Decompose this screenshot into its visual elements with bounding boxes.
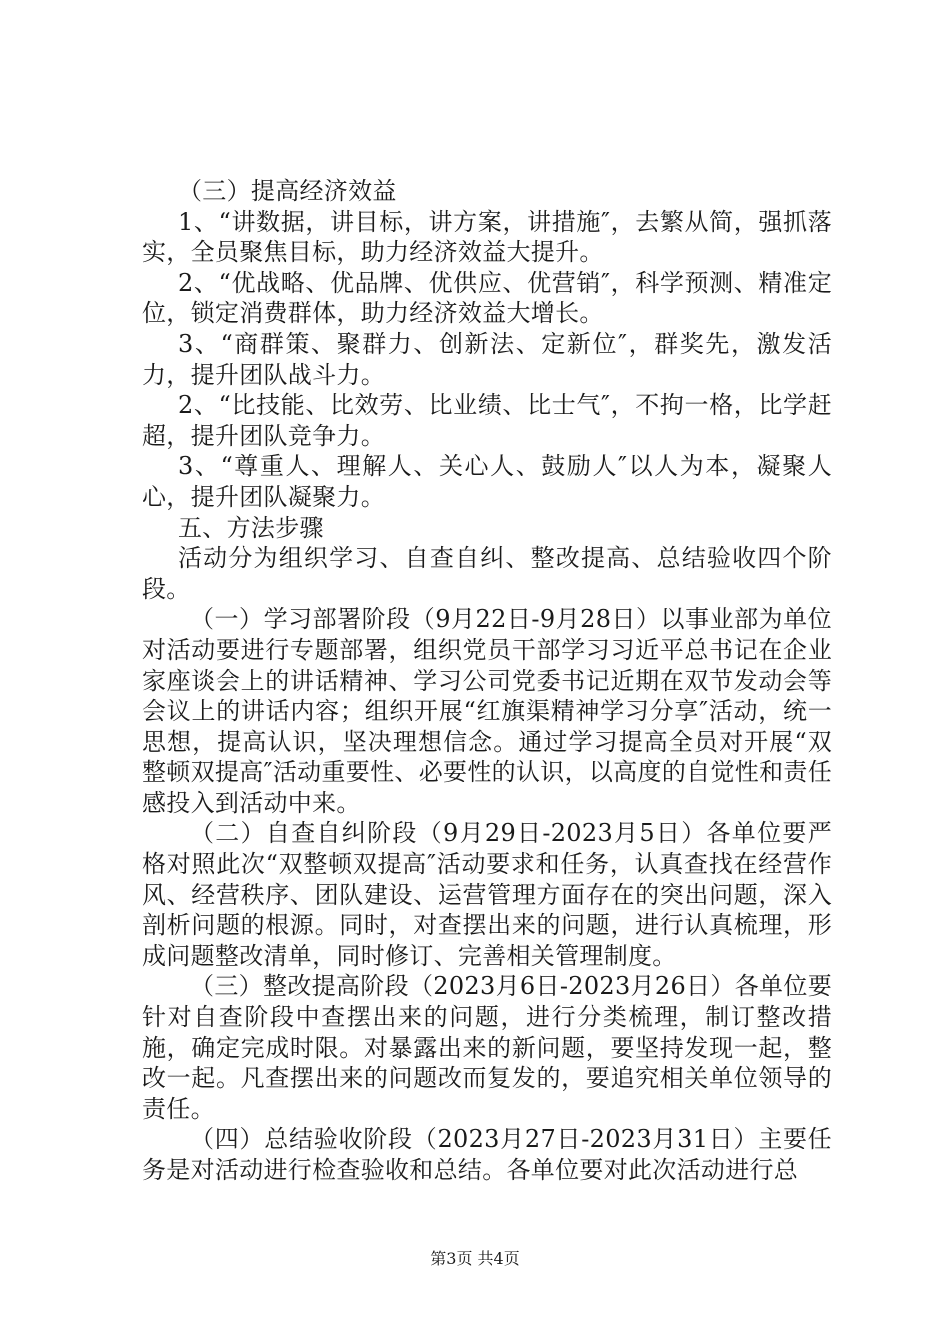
document-body	[142, 176, 832, 1186]
section-heading-method-steps: 五、方法步骤	[178, 513, 324, 542]
list-item: 2、“比技能、比效劳、比业绩、比士气″，不拘一格，比学赶超，提升团队竞争力。	[142, 391, 832, 450]
list-item: 3、“商群策、聚群力、创新法、定新位″，群奖先，激发活力，提升团队战斗力。	[142, 329, 832, 389]
paragraph: 活动分为组织学习、自查自纠、整改提高、总结验收四个阶段。	[142, 544, 832, 603]
page-number-footer: 第3页 共4页	[430, 1249, 520, 1268]
paragraph: （一）学习部署阶段（9月22日-9月28日）以事业部为单位对活动要进行专题部署，组织党员干部学习习近平总书记在企业家座谈会上的讲话精神、学习公司党委书记近期在双节发动会等会议上的讲话内容；组织开展“红旗渠精神学习分享″活动，统一思想，提高认识，坚决理想信念。通过学习提高全员对开展“双整顿双提高″活动重要性、必要性的认识，以高度的自觉性和责任感投入到活动中来。	[142, 605, 832, 817]
list-item: 3、“尊重人、理解人、关心人、鼓励人″以人为本，凝聚人心，提升团队凝聚力。	[142, 452, 832, 511]
list-item: 1、“讲数据，讲目标，讲方案，讲措施″，去繁从简，强抓落实，全员聚焦目标，助力经济效益大提升。	[142, 207, 832, 267]
list-item: 2、“优战略、优品牌、优供应、优营销″，科学预测、精准定位，锁定消费群体，助力经济效益大增长。	[142, 268, 832, 328]
paragraph: （四）总结验收阶段（2023月27日-2023月31日）主要任务是对活动进行检查验收和总结。各单位要对此次活动进行总	[142, 1125, 832, 1184]
paragraph: （三）整改提高阶段（2023月6日-2023月26日）各单位要针对自查阶段中查摆出来的问题，进行分类梳理，制订整改措施，确定完成时限。对暴露出来的新问题，要坚持发现一起，整改一起。凡查摆出来的问题改而复发的，要追究相关单位领导的责任。	[142, 972, 832, 1123]
section-heading-improve-economic-benefit: （三）提高经济效益	[178, 177, 397, 205]
paragraph: （二）自查自纠阶段（9月29日-2023月5日）各单位要严格对照此次“双整顿双提高″活动要求和任务，认真查找在经营作风、经营秩序、团队建设、运营管理方面存在的突出问题，深入剖析问题的根源。同时，对查摆出来的问题，进行认真梳理，形成问题整改清单，同时修订、完善相关管理制度。	[142, 819, 832, 970]
